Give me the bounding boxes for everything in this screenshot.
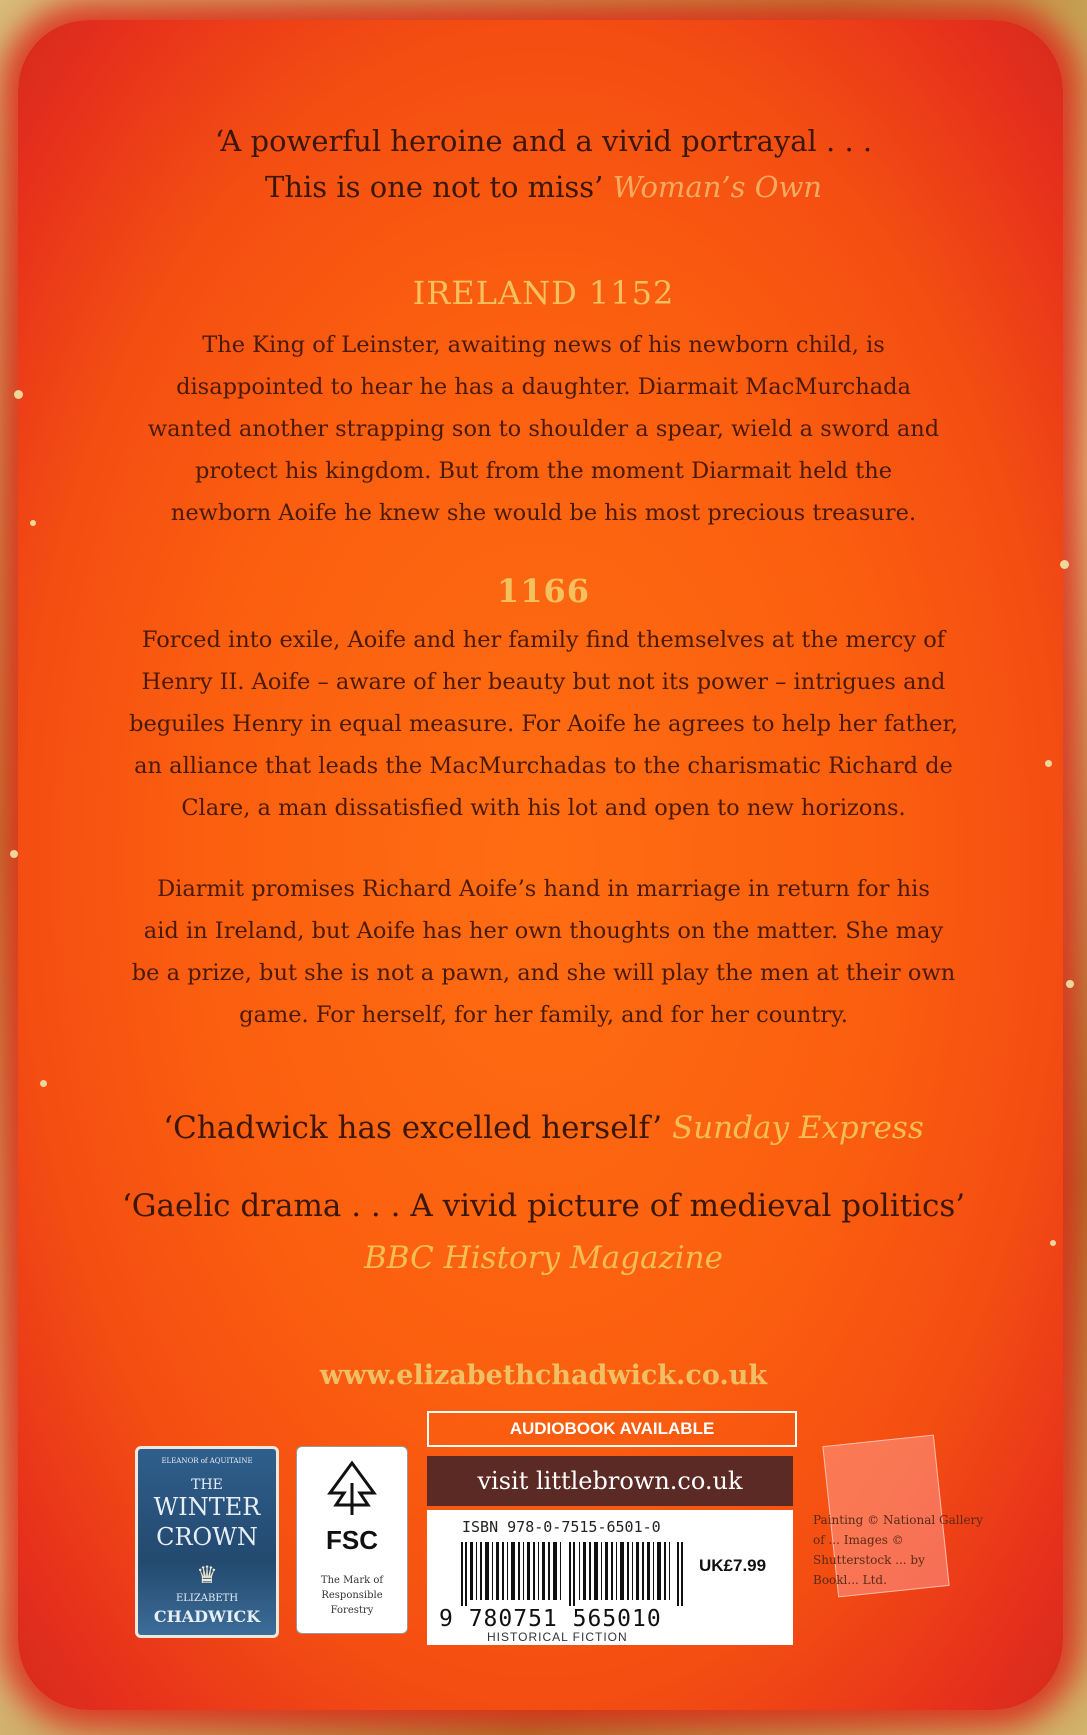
section2-line: Forced into exile, Aoife and her family find themselves at the mercy of: [141, 627, 946, 653]
chadwick-quote-text: ‘Chadwick has excelled herself’: [163, 1110, 663, 1146]
author-website[interactable]: www.elizabethchadwick.co.uk: [319, 1360, 768, 1391]
section2-line: Clare, a man dissatisfied with his lot and open to new horizons.: [181, 795, 906, 821]
genre-label: HISTORICAL FICTION: [487, 1630, 628, 1644]
fsc-logo-text: FSC: [326, 1525, 378, 1555]
section3-line: be a prize, but she is not a pawn, and she will play the men at their own: [131, 960, 956, 986]
section1-line: newborn Aoife he knew she would be his most precious treasure.: [170, 500, 917, 526]
winter-crown-series: ELEANOR of AQUITAINE: [161, 1457, 253, 1465]
chadwick-quote: [0, 1102, 1087, 1154]
top-quote: [0, 118, 1087, 210]
gaelic-quote-text: ‘Gaelic drama . . . A vivid picture of medieval politics’: [121, 1188, 966, 1224]
winter-crown-title-line3: CROWN: [156, 1523, 258, 1551]
barcode-box: [427, 1510, 793, 1645]
winter-crown-title-line2: WINTER: [153, 1493, 261, 1521]
winter-crown-title-line1: THE: [191, 1477, 223, 1493]
top-quote-line1: ‘A powerful heroine and a vivid portrayal . . .: [214, 124, 873, 158]
chadwick-quote-source: Sunday Express: [671, 1110, 924, 1146]
section1-line: disappointed to hear he has a daughter. Diarmait MacMurchada: [176, 374, 911, 400]
gold-speck: [10, 850, 18, 858]
gold-speck: [1060, 560, 1069, 569]
winter-crown-author-line1: ELIZABETH: [175, 1593, 239, 1604]
section2-heading: 1166: [496, 572, 591, 610]
fsc-caption-line1: The Mark of: [320, 1575, 384, 1586]
audiobook-banner: AUDIOBOOK AVAILABLE: [427, 1411, 797, 1447]
top-quote-line2: This is one not to miss’: [265, 170, 604, 204]
section3-line: aid in Ireland, but Aoife has her own thoughts on the matter. She may: [143, 918, 944, 944]
price-label: UK£7.99: [699, 1556, 767, 1575]
section3-body: [0, 868, 1087, 1036]
top-quote-source: Woman’s Own: [612, 170, 822, 204]
credit-line: Painting © National Gallery: [813, 1513, 984, 1527]
isbn-text: ISBN 978-0-7515-6501-0: [462, 1518, 661, 1536]
barcode-digits: 9 780751 565010: [439, 1606, 662, 1632]
visit-publisher-banner[interactable]: visit littlebrown.co.uk: [427, 1456, 793, 1506]
section2-line: an alliance that leads the MacMurchadas to the charismatic Richard de: [134, 753, 953, 779]
credit-line: of ... Images ©: [813, 1533, 904, 1547]
crown-icon: ♛: [196, 1561, 218, 1589]
winter-crown-author-line2: CHADWICK: [153, 1607, 261, 1626]
gold-speck: [40, 1080, 47, 1087]
section1-line: wanted another strapping son to shoulder a spear, wield a sword and: [147, 416, 940, 442]
section1-heading: IRELAND 1152: [412, 274, 675, 312]
section3-line: Diarmit promises Richard Aoife’s hand in marriage in return for his: [157, 876, 930, 902]
section2-line: Henry II. Aoife – aware of her beauty but not its power – intrigues and: [141, 669, 946, 695]
gaelic-quote-source: BBC History Magazine: [364, 1240, 723, 1276]
winter-crown-book-thumbnail: [135, 1446, 279, 1638]
gaelic-quote: [0, 1180, 1087, 1284]
section1-line: The King of Leinster, awaiting news of his newborn child, is: [202, 332, 885, 358]
section3-line: game. For herself, for her family, and for her country.: [239, 1002, 848, 1028]
barcode-icon: [461, 1542, 686, 1606]
image-credit: [813, 1510, 993, 1590]
section2-body: [0, 619, 1087, 829]
fsc-label: [296, 1446, 408, 1634]
section2-line: beguiles Henry in equal measure. For Aoife he agrees to help her father,: [129, 711, 958, 737]
fsc-tree-icon: [297, 1459, 407, 1523]
section1-body: [0, 324, 1087, 534]
fsc-caption-line3: Forestry: [330, 1605, 374, 1616]
credit-line: Bookl... Ltd.: [813, 1573, 887, 1587]
section1-line: protect his kingdom. But from the moment Diarmait held the: [194, 458, 893, 484]
top-quote-line2-row: [0, 164, 1087, 210]
credit-line: Shutterstock ... by: [813, 1553, 925, 1567]
fsc-caption-line2: Responsible: [321, 1590, 383, 1601]
